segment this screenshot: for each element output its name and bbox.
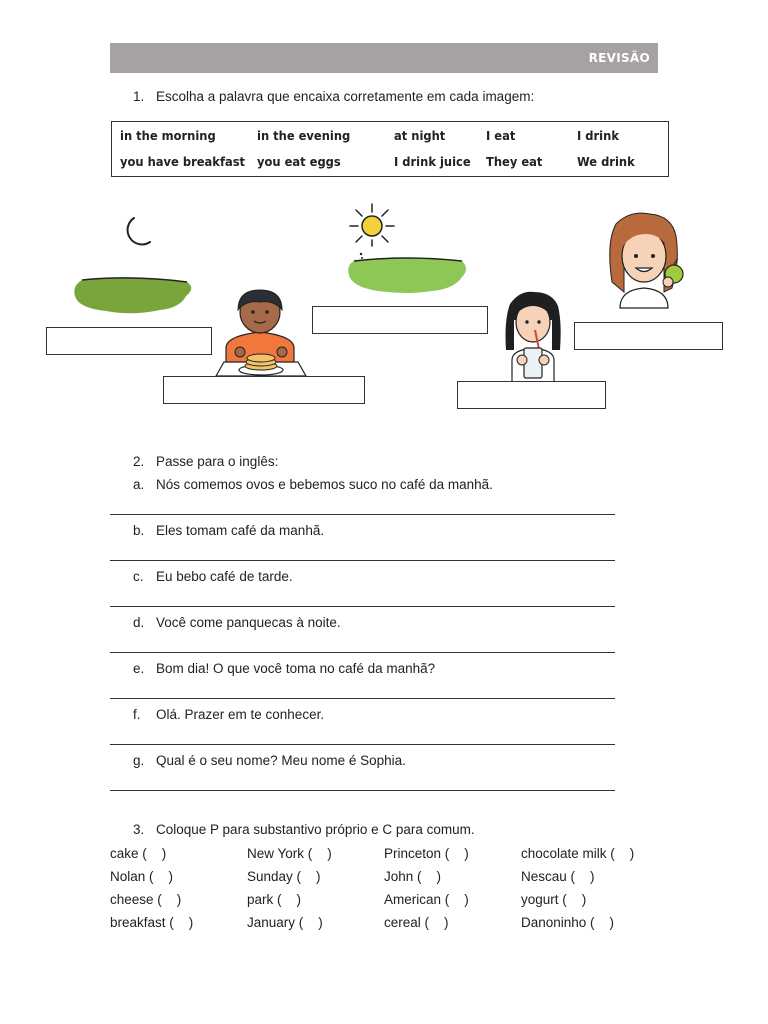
word-bank-item: in the morning — [120, 128, 216, 143]
noun-item[interactable]: cereal ( ) — [384, 915, 449, 930]
header-bar — [110, 43, 658, 73]
q2-item-letter: g. — [133, 753, 145, 768]
q2-item-text: Olá. Prazer em te conhecer. — [156, 707, 325, 722]
day-grass-illustration — [346, 253, 470, 295]
answer-box-boy[interactable] — [163, 376, 365, 404]
answer-line[interactable] — [110, 652, 615, 653]
word-bank-item: They eat — [486, 154, 543, 169]
q2-item-text: Qual é o seu nome? Meu nome é Sophia. — [156, 753, 406, 768]
noun-item[interactable]: John ( ) — [384, 869, 442, 884]
answer-line[interactable] — [110, 560, 615, 561]
answer-box-girl-apple[interactable] — [574, 322, 723, 350]
word-bank-item: you have breakfast — [120, 154, 246, 169]
word-bank-item: in the evening — [257, 128, 351, 143]
noun-item[interactable]: Nescau ( ) — [521, 869, 595, 884]
noun-item[interactable]: cheese ( ) — [110, 892, 182, 907]
girl-drinking-juice-illustration — [502, 290, 564, 382]
q2-item-text: Nós comemos ovos e bebemos suco no café da manhã. — [156, 477, 493, 492]
noun-item[interactable]: Sunday ( ) — [247, 869, 321, 884]
noun-item[interactable]: Nolan ( ) — [110, 869, 174, 884]
answer-line[interactable] — [110, 790, 615, 791]
night-grass-illustration — [72, 274, 194, 316]
q2-item-letter: e. — [133, 661, 145, 676]
q1-number: 1. — [133, 89, 145, 104]
answer-line[interactable] — [110, 514, 615, 515]
q2-item-text: Você come panquecas à noite. — [156, 615, 341, 630]
answer-box-girl-juice[interactable] — [457, 381, 606, 409]
noun-item[interactable]: New York ( ) — [247, 846, 332, 861]
noun-item[interactable]: cake ( ) — [110, 846, 167, 861]
header-label: REVISÃO — [588, 51, 650, 65]
noun-item[interactable]: American ( ) — [384, 892, 469, 907]
q2-item-letter: f. — [133, 707, 141, 722]
boy-eating-pancakes-illustration — [214, 288, 308, 378]
q1-instruction: Escolha a palavra que encaixa corretamente em cada imagem: — [156, 89, 535, 104]
noun-item[interactable]: park ( ) — [247, 892, 302, 907]
q2-item-letter: d. — [133, 615, 145, 630]
answer-line[interactable] — [110, 606, 615, 607]
word-bank-item: at night — [394, 128, 446, 143]
noun-item[interactable]: chocolate milk ( ) — [521, 846, 635, 861]
q2-item-letter: b. — [133, 523, 145, 538]
q3-number: 3. — [133, 822, 145, 837]
word-bank-item: We drink — [577, 154, 635, 169]
moon-icon — [114, 214, 154, 254]
noun-item[interactable]: January ( ) — [247, 915, 323, 930]
noun-item[interactable]: Danoninho ( ) — [521, 915, 615, 930]
answer-line[interactable] — [110, 744, 615, 745]
noun-item[interactable]: yogurt ( ) — [521, 892, 587, 907]
word-bank-item: I drink juice — [394, 154, 471, 169]
q2-item-text: Eu bebo café de tarde. — [156, 569, 293, 584]
q2-number: 2. — [133, 454, 145, 469]
girl-eating-apple-illustration — [606, 212, 690, 312]
word-bank-item: you eat eggs — [257, 154, 341, 169]
q2-item-text: Eles tomam café da manhã. — [156, 523, 325, 538]
answer-box-night[interactable] — [46, 327, 212, 355]
q2-item-letter: c. — [133, 569, 144, 584]
word-bank-item: I eat — [486, 128, 516, 143]
noun-item[interactable]: breakfast ( ) — [110, 915, 194, 930]
q2-instruction: Passe para o inglês: — [156, 454, 279, 469]
answer-line[interactable] — [110, 698, 615, 699]
word-bank-item: I drink — [577, 128, 619, 143]
sun-icon — [348, 200, 398, 260]
noun-item[interactable]: Princeton ( ) — [384, 846, 469, 861]
q2-item-letter: a. — [133, 477, 145, 492]
answer-box-day[interactable] — [312, 306, 488, 334]
q2-item-text: Bom dia! O que você toma no café da manhã? — [156, 661, 436, 676]
word-bank-table — [111, 121, 669, 177]
q3-instruction: Coloque P para substantivo próprio e C para comum. — [156, 822, 475, 837]
